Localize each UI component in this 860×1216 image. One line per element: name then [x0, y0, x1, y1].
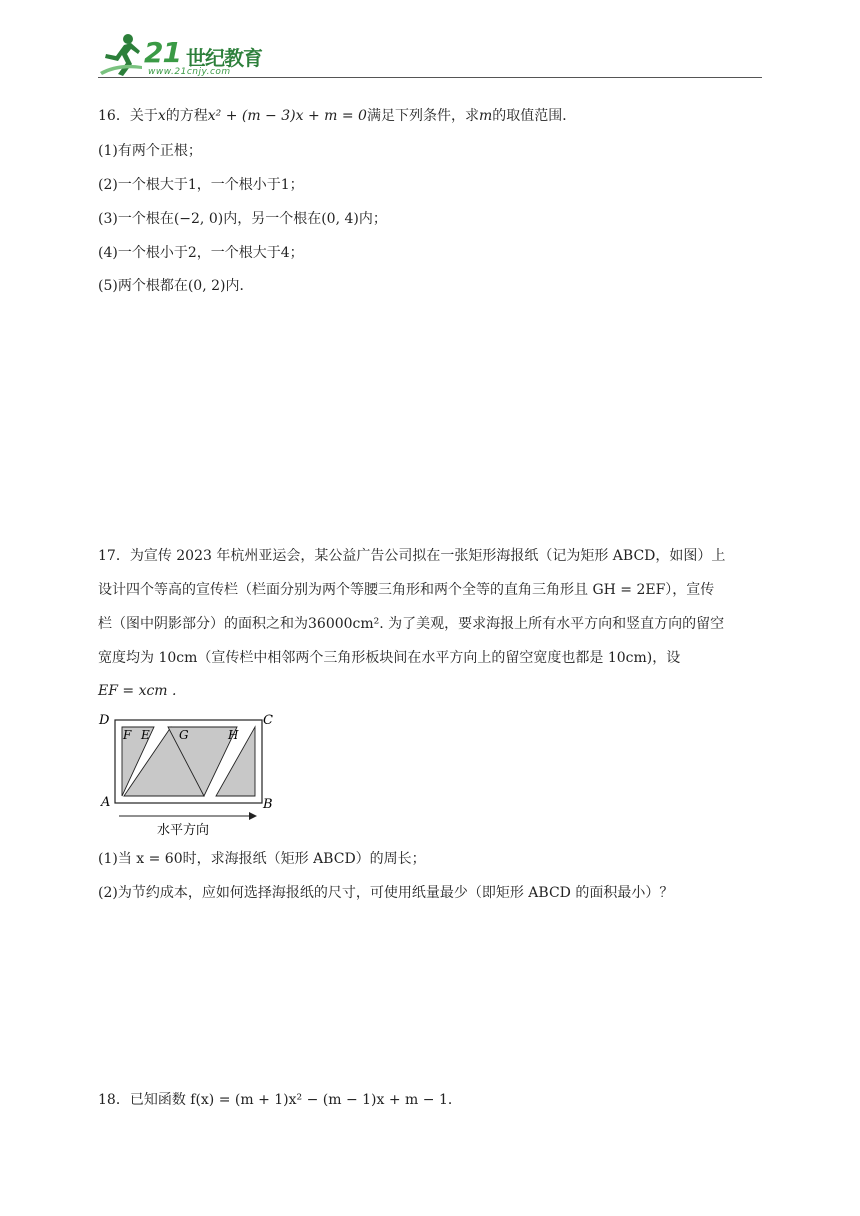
q17-line-3: 栏（图中阴影部分）的面积之和为36000cm². 为了美观，要求海报上所有水平方向和竖直方向的留空 — [98, 616, 725, 632]
q17-part-1: (1)当 x = 60时，求海报纸（矩形 ABCD）的周长； — [98, 851, 426, 867]
q16-part-1: (1)有两个正根； — [98, 143, 202, 159]
q17-line-4: 宽度均为 10cm（宣传栏中相邻两个三角形板块间在水平方向上的留空宽度也都是 10cm)，设 — [98, 650, 681, 666]
arrow-label: 水平方向 — [157, 823, 210, 838]
label-D: D — [99, 713, 110, 728]
label-E: E — [141, 728, 150, 742]
logo-number: 21 — [144, 36, 181, 69]
header-rule — [98, 77, 762, 78]
label-G: G — [179, 728, 189, 742]
logo — [98, 30, 278, 78]
poster-figure — [95, 708, 285, 840]
q16-prefix: 16．关于 — [98, 108, 158, 124]
runner-icon — [98, 32, 144, 78]
q16-var-m: m — [478, 108, 493, 124]
q17-part-2: (2)为节约成本，应如何选择海报纸的尺寸，可使用纸量最少（即矩形 ABCD 的面积最小）？ — [98, 885, 674, 901]
q16-part-5: (5)两个根都在(0, 2)内． — [98, 278, 254, 294]
arrow-head-icon — [249, 812, 257, 820]
label-C: C — [263, 713, 273, 728]
label-B: B — [263, 797, 273, 812]
q16-var-x: x — [157, 108, 166, 124]
q16-suffix: 的取值范围． — [492, 108, 577, 124]
q17-line-2: 设计四个等高的宣传栏（栏面分别为两个等腰三角形和两个全等的直角三角形且 GH = 2EF），宣传 — [98, 582, 715, 598]
q16-part-3: (3)一个根在(−2, 0)内，另一个根在(0, 4)内； — [98, 211, 387, 227]
label-H: H — [228, 728, 239, 742]
logo-url: www.21cnjy.com — [148, 67, 231, 77]
q16-mid: 的方程 — [165, 108, 208, 124]
q17-line-1: 17．为宣传 2023 年杭州亚运会，某公益广告公司拟在一张矩形海报纸（记为矩形 ABCD，如图）上 — [98, 548, 726, 564]
q16-stem — [98, 106, 576, 126]
q16-part-4: (4)一个根小于2，一个根大于4； — [98, 245, 304, 261]
q17-line-5: EF = xcm . — [98, 683, 177, 699]
label-F: F — [123, 728, 132, 742]
q16-mid2: 满足下列条件，求 — [366, 108, 479, 124]
q16-part-2: (2)一个根大于1，一个根小于1； — [98, 177, 304, 193]
q16-equation: x² + (m − 3)x + m = 0 — [207, 108, 367, 124]
label-A: A — [101, 795, 111, 810]
q18-stem: 18．已知函数 f(x) = (m + 1)x² − (m − 1)x + m − 1． — [98, 1092, 462, 1108]
logo-text: 世纪教育 — [186, 46, 262, 70]
